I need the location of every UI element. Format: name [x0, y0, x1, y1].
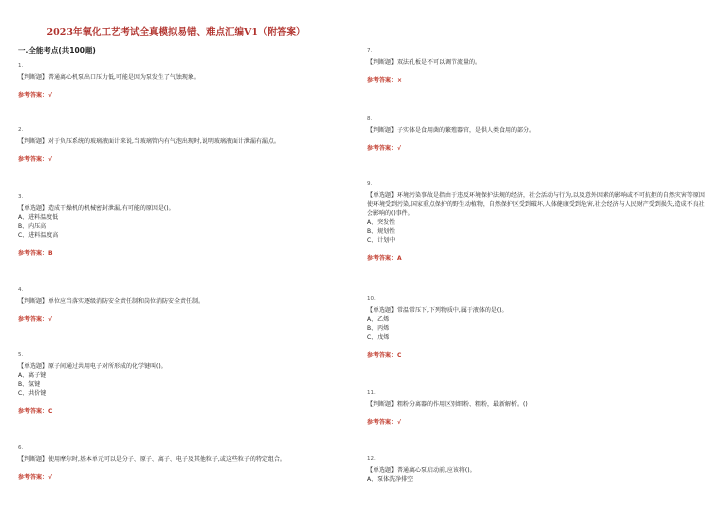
- answer: 参考答案：√: [367, 419, 402, 426]
- page-title: 2023年氧化工艺考试全真模拟易错、难点汇编V1（附答案）: [46, 27, 306, 38]
- question-4: 4. 【判断题】单位应当落实逐级消防安全责任制和岗位消防安全责任制。 参考答案：√: [18, 286, 348, 324]
- answer: 参考答案：C: [367, 352, 402, 359]
- question-8: 8. 【判断题】子实体是食用菌的繁殖器官，是供人类食用的部分。 参考答案：√: [367, 115, 707, 153]
- answer: 参考答案：√: [367, 145, 402, 152]
- question-1: 1. 【判断题】普通离心机泵出口压力低,可能是因为泵发生了气蚀现象。 参考答案：√: [18, 62, 348, 100]
- question-11: 11. 【判断题】粗粉分离器的作用区别细粉、粗粉，最新解析。() 参考答案：√: [367, 389, 707, 427]
- answer: 参考答案：C: [18, 408, 53, 415]
- question-12: 12. 【单选题】普通离心泵启动前,应该将()。 A、泵体洗净排空: [367, 456, 476, 483]
- answer: 参考答案：√: [18, 92, 53, 99]
- question-7: 7. 【判断题】双法孔板是不可以调节流量的。 参考答案：×: [367, 47, 707, 85]
- question-3: 3. 【单选题】造成干燥机的机械密封泄漏,有可能的原因是()。 A、进料温度低 B、内压高 C、进料温度高 参考答案：B: [18, 193, 348, 258]
- answer: 参考答案：×: [367, 77, 403, 84]
- question-9: 9. 【单选题】环境污染事故是指由于违反环境保护法规的经济，社会活动与行为,以及意外因素的影响或不可抗拒的自然灾害等原因使环境受到污染,国家重点保护的野生动植物，自然保护区受到破坏,人体健康受到危害,社会经济与人民财产受到损失,造成不良社会影响的()事件。 A、突发性 B、规划性 C、计划中 参考答案：A: [367, 180, 707, 263]
- answer: 参考答案：B: [18, 250, 53, 257]
- question-5: 5. 【单选题】原子间通过共用电子对所形成的化学键叫()。 A、离子键 B、氢键 C、共价键 参考答案：C: [18, 351, 348, 416]
- answer: 参考答案：√: [18, 156, 53, 163]
- answer: 参考答案：√: [18, 316, 53, 323]
- question-10: 10. 【单选题】常温常压下,下列物质中,属于液体的是()。 A、乙烯 B、丙烯 C、戊烯 参考答案：C: [367, 295, 707, 360]
- answer: 参考答案：√: [18, 474, 53, 481]
- answer: 参考答案：A: [367, 255, 402, 262]
- question-6: 6. 【判断题】使用摩尔时,基本单元可以是分子、原子、离子、电子及其他粒子,或这些粒子的特定组合。 参考答案：√: [18, 444, 348, 482]
- section-heading: 一.全能考点(共100题): [18, 46, 96, 55]
- question-2: 2. 【判断题】对于负压系统的玻璃液面计来说,当玻璃管内有气泡出现时,说明玻璃液面计泄漏有漏点。 参考答案：√: [18, 126, 348, 164]
